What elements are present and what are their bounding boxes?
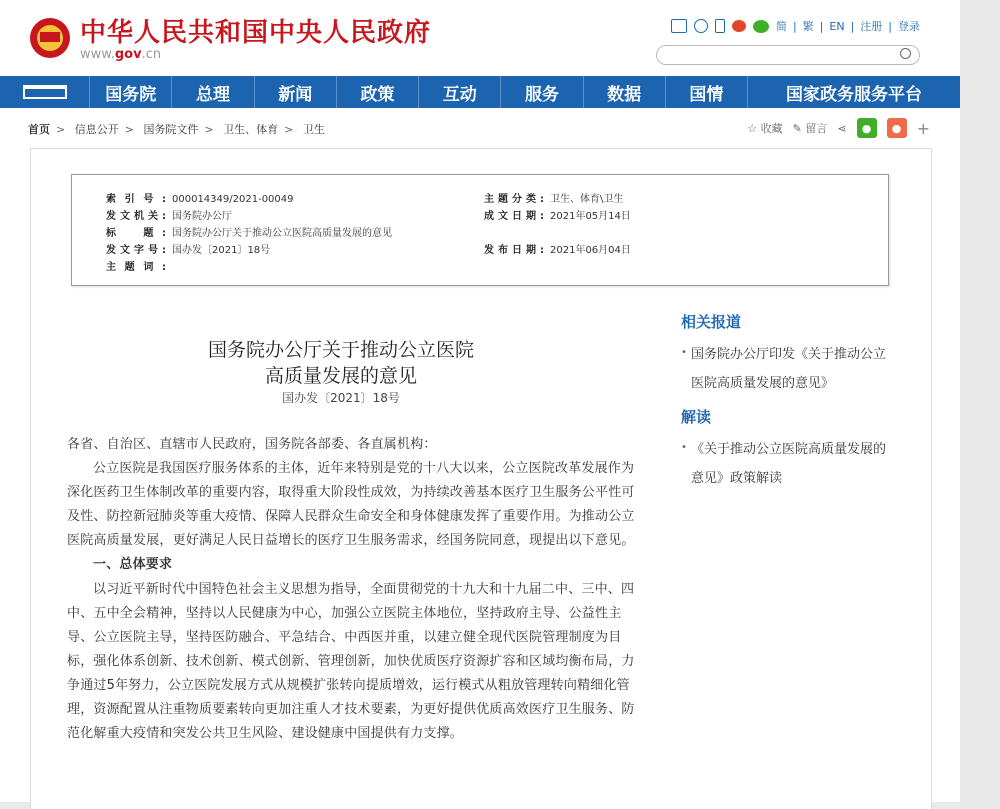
- lang-simplified[interactable]: 简: [775, 20, 787, 33]
- breadcrumb-health[interactable]: 卫生: [302, 123, 325, 136]
- document-body: [67, 433, 645, 746]
- comment-button[interactable]: ✎ 留言: [792, 122, 828, 135]
- meta-index-number: 000014349/2021-00049: [172, 194, 294, 205]
- login-link[interactable]: 登录: [898, 20, 920, 33]
- site-name[interactable]: 中华人民共和国中央人民政府: [80, 18, 432, 48]
- document-title-line-2: 高质量发展的意见: [264, 365, 417, 387]
- breadcrumb-info[interactable]: 信息公开: [74, 123, 119, 136]
- share-tools: [747, 118, 930, 138]
- breadcrumb: 首页 > 信息公开 > 国务院文件 > 卫生、体育 > 卫生: [28, 123, 325, 136]
- meta-category: 卫生、体育\卫生: [550, 194, 624, 205]
- addressee: 各省、自治区、直辖市人民政府，国务院各部委、各直属机构：: [67, 437, 437, 452]
- related-reports-title: 相关报道: [681, 313, 742, 331]
- more-share-icon[interactable]: +: [916, 118, 930, 138]
- sidebar: [681, 311, 891, 501]
- paragraph: 以习近平新时代中国特色社会主义思想为指导，全面贯彻党的十九大和十九届二中、三中、四中、五中全会精神，坚持以人民健康为中心，加强公立医院主体地位，坚持政府主导、公益性主导、公立医院主导，坚持医防融合、平急结合、中西医并重，以建立健全现代医院管理制度为目标，强化体系创新、技术创新、模式创新、管理创新，加快优质医疗资源扩容和区域均衡布局，力争通过5年努力，公立医院发展方式从规模扩张转向提质增效，运行模式从粗放管理转向精细化管理，资源配置从注重物质要素转向更加注重人才技术要素，为更好提供优质高效医疗卫生服务、防范化解重大疫情和突发公共卫生风险、建设健康中国提供有力支撑。: [67, 581, 635, 742]
- share-icon[interactable]: ⋖: [837, 121, 847, 135]
- lang-english[interactable]: EN: [829, 19, 845, 33]
- weibo-icon[interactable]: [732, 20, 746, 32]
- interpretation-title: 解读: [681, 408, 712, 426]
- meta-written-date: 2021年05月14日: [550, 211, 631, 222]
- nav-item-news[interactable]: 新闻: [254, 76, 336, 108]
- nav-item-national-info[interactable]: 国情: [665, 76, 747, 108]
- wechat-share-icon[interactable]: ●: [857, 118, 877, 138]
- search-input[interactable]: [656, 45, 920, 65]
- tiananmen-logo-icon[interactable]: [0, 76, 89, 108]
- document-meta-table: 索引号: 000014349/2021-00049 主题分类: 卫生、体育\卫生 发文机关: 国务院办公厅 成文日期: 2021年05月14日 标 题: 国务院办公厅关于推动公立医院高质量发展的意见 发文字号: 国办发〔2021〕18号 发布日期: 2021年06月04日 主题词:: [71, 174, 889, 286]
- national-emblem-icon[interactable]: [30, 18, 70, 58]
- mail-icon[interactable]: [671, 19, 687, 33]
- site-url[interactable]: www.gov.cn: [80, 47, 162, 62]
- related-report-link[interactable]: • 国务院办公厅印发《关于推动公立医院高质量发展的意见》: [681, 340, 891, 398]
- weibo-share-icon[interactable]: ●: [887, 118, 907, 138]
- breadcrumb-documents[interactable]: 国务院文件: [143, 123, 199, 136]
- document-title-line-1: 国务院办公厅关于推动公立医院: [207, 339, 474, 361]
- lang-traditional[interactable]: 繁: [802, 20, 814, 33]
- article-panel: [30, 148, 932, 809]
- meta-title: 国务院办公厅关于推动公立医院高质量发展的意见: [172, 228, 392, 239]
- search-icon[interactable]: [900, 48, 911, 59]
- paragraph: 公立医院是我国医疗服务体系的主体，近年来特别是党的十八大以来，公立医院改革发展作为深化医药卫生体制改革的重要内容，取得重大阶段性成效，为持续改善基本医疗卫生服务公平性可及性、防控新冠肺炎等重大疫情、保障人民群众生命安全和身体健康发挥了重要作用。为推动公立医院高质量发展，更好满足人民日益增长的医疗卫生服务需求，经国务院同意，现提出以下意见。: [67, 461, 635, 549]
- main-nav: [0, 76, 960, 108]
- meta-issuer: 国务院办公厅: [172, 211, 232, 222]
- nav-item-policy[interactable]: 政策: [336, 76, 418, 108]
- register-link[interactable]: 注册: [860, 20, 883, 33]
- interpretation-link[interactable]: • 《关于推动公立医院高质量发展的意见》政策解读: [681, 435, 891, 493]
- section-heading: 一、总体要求: [93, 557, 173, 573]
- app-icon[interactable]: [694, 19, 708, 33]
- nav-item-state-council[interactable]: 国务院: [89, 76, 171, 108]
- meta-publish-date: 2021年06月04日: [550, 245, 631, 256]
- document-number: 国办发〔2021〕18号: [282, 391, 400, 405]
- nav-item-services[interactable]: 服务: [500, 76, 582, 108]
- nav-item-interaction[interactable]: 互动: [418, 76, 500, 108]
- breadcrumb-home[interactable]: 首页: [28, 123, 50, 136]
- mobile-icon[interactable]: [715, 19, 725, 33]
- nav-item-premier[interactable]: 总理: [171, 76, 253, 108]
- meta-doc-number: 国办发〔2021〕18号: [172, 245, 271, 256]
- top-links: 简 | 繁 | EN | 注册 | 登录: [671, 18, 920, 34]
- nav-item-data[interactable]: 数据: [583, 76, 665, 108]
- nav-item-gov-service-platform[interactable]: 国家政务服务平台: [747, 76, 960, 108]
- breadcrumb-health-sports[interactable]: 卫生、体育: [223, 123, 279, 136]
- wechat-icon[interactable]: [753, 20, 769, 33]
- favorite-button[interactable]: ☆ 收藏: [747, 122, 783, 135]
- site-header: [0, 0, 960, 76]
